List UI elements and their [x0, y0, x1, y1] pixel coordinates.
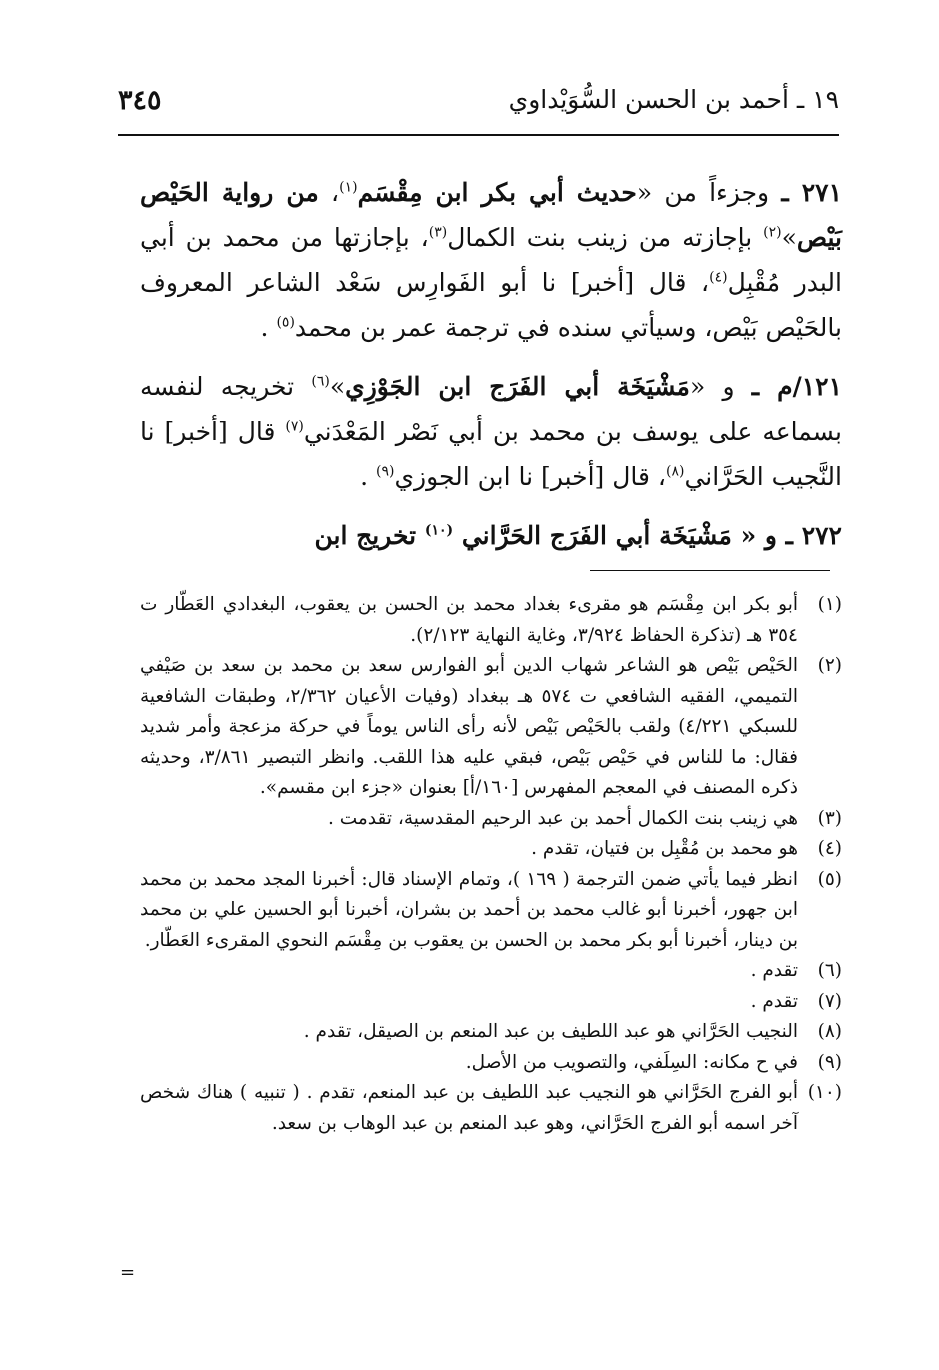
header-rule	[118, 134, 839, 136]
footnote-4: (٤) هو محمد بن مُقْبِل بن فتيان، تقدم .	[531, 838, 842, 859]
footnote-3: (٣) هي زينب بنت الكمال أحمد بن عبد الرحيم المقدسية، تقدمت .	[327, 807, 842, 829]
footnote-10: (١٠) أبو الفرج الحَرَّاني هو النجيب عبد اللطيف بن عبد المنعم، تقدم . ( تنبيه ) هناك شخص آخر اسمه أبو الفرج الحَرَّاني، وهو عبد المنعم بن عبد الوهاب بن سعد.	[140, 1082, 842, 1134]
footnote-2: (٢) الحَيْص بَيْص هو الشاعر شهاب الدين أبو الفوارس سعد بن محمد بن سعد بن صَيْفي التميمي، الفقيه الشافعي ت ٥٧٤ هـ ببغداد (وفيات الأعيان ٢/٣٦٢، وطبقات الشافعية للسبكي ٤/٢٢١) ولقب بالحَيْص بَيْص لأنه رأى الناس يوماً في حركة مزعجة وأمر شديد فقال: ما للناس في حَيْص بَيْص، فبقي عليه هذا اللقب. وانظر التبصير ٣/٨٦١، وحديثه ذكره المصنف في المعجم المفهرس [١٦٠/أ] بعنوان «جزء ابن مقسم».	[140, 655, 842, 798]
footnote-1: (١) أبو بكر ابن مِقْسَم هو مقرىء بغداد محمد بن الحسن بن يعقوب، البغدادي العَطّار ت ٣٥٤ هـ (تذكرة الحفاظ ٣/٩٢٤، وغاية النهاية ٢/١٢٣).	[140, 594, 842, 646]
entry-272: ٢٧٢ ـ و « مَشْيَخَة أبي الفَرَج الحَرَّاني $^{(١٠)}$ تخريج ابن	[314, 521, 842, 550]
entry-271: ٢٧١ ـ وجزءاً من «حديث أبي بكر ابن مِقْسَم$^{(١)}$، من رواية الحَيْص بَيْص»$^{(٢)}$ بإجازته من زينب بنت الكمال$^{(٣)}$، بإجازتها من محمد بن أبي البدر مُقْبِل$^{(٤)}$، قال [أخبر] نا أبو الفَوارِس سَعْد الشاعر المعروف بالحَيْص بَيْص، وسيأتي سنده في ترجمة عمر بن محمد$^{(٥)}$ .	[140, 178, 843, 342]
continuation-mark: =	[120, 1262, 136, 1283]
main-text	[140, 170, 842, 572]
footnotes	[140, 590, 842, 1139]
running-title: ١٩ ـ أحمد بن الحسن السُّوَيْداوي	[508, 85, 839, 114]
footnote-5: (٥) انظر فيما يأتي ضمن الترجمة ( ١٦٩ )، وتمام الإسناد قال: أخبرنا المجد محمد بن محمد ابن جهور، أخبرنا أبو غالب محمد بن أحمد بن بشران، أخبرنا أبو الحسين علي بن محمد بن دينار، أخبرنا أبو بكر محمد بن الحسن بن يعقوب بن مِقْسَم النحوي المقرىء العَطّار.	[140, 868, 842, 951]
page-header	[118, 85, 839, 129]
footnote-8: (٨) النجيب الحَرَّاني هو عبد اللطيف بن عبد المنعم بن الصيقل، تقدم .	[303, 1021, 842, 1042]
footnote-6: (٦) تقدم .	[750, 960, 842, 981]
page-number: ٣٤٥	[118, 85, 162, 116]
footnote-7: (٧) تقدم .	[750, 990, 842, 1012]
footnote-9: (٩) في ح مكانه: السِلَفي، والتصويب من الأصل.	[465, 1051, 842, 1073]
footnote-separator	[590, 570, 830, 571]
entry-121m: ١٢١/م ـ و «مَشْيَخَة أبي الفَرَج ابن الجَوْزِي»$^{(٦)}$ تخريجه لنفسه بسماعه على يوسف بن محمد بن أبي نَصْر المَعْدَني$^{(٧)}$ قال [أخبر] نا النَّجيب الحَرَّاني$^{(٨)}$، قال [أخبر] نا ابن الجوزي$^{(٩)}$ .	[140, 372, 843, 491]
